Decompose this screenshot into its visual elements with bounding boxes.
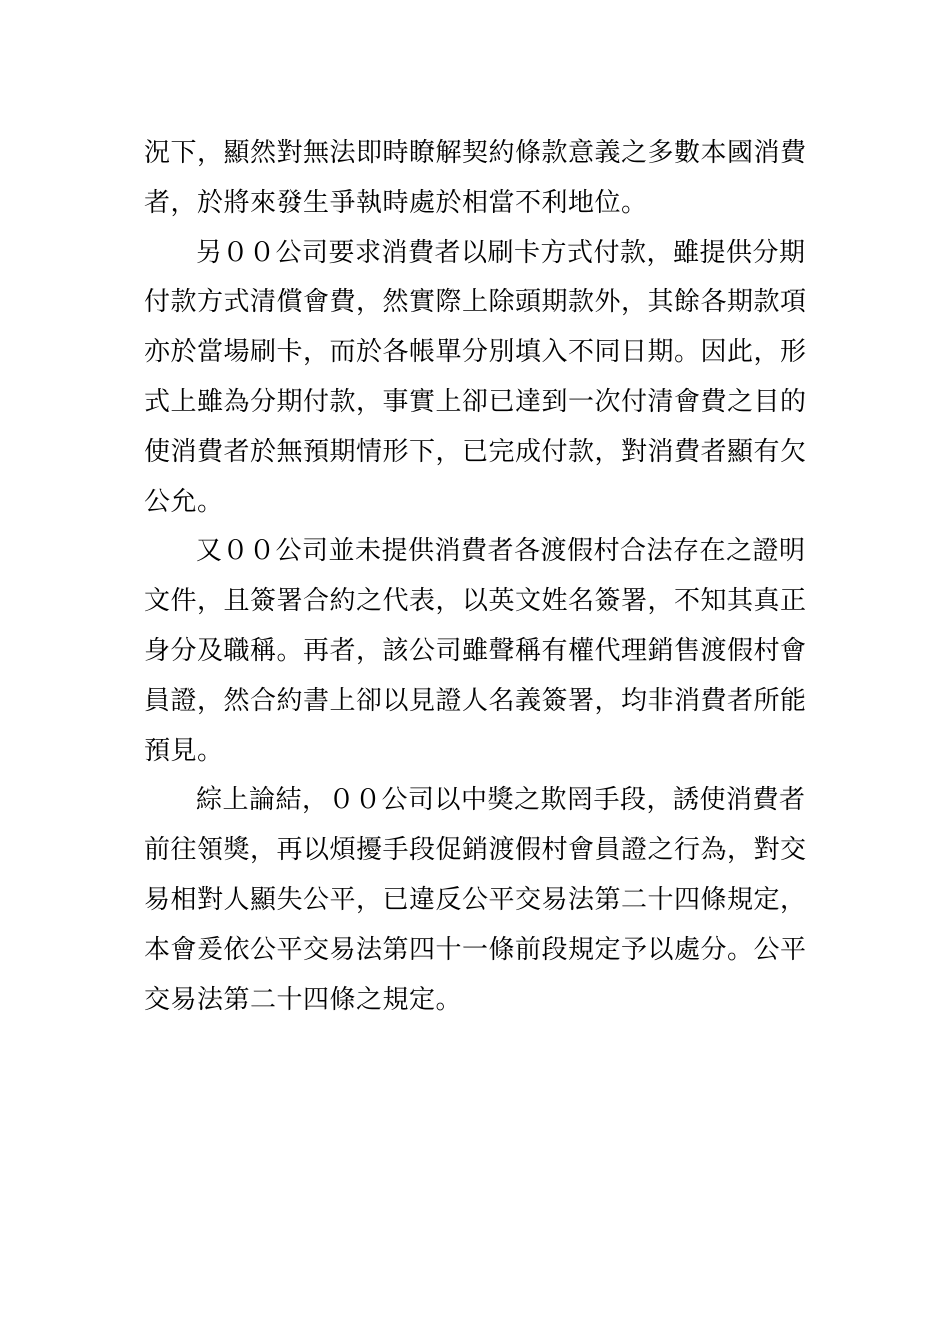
text-line: 員證，然合約書上卻以見證人名義簽署，均非消費者所能 — [144, 685, 807, 716]
paragraph-1 — [144, 129, 816, 229]
text-line: 交易法第二十四條之規定。 — [144, 984, 463, 1015]
paragraph-4 — [144, 776, 816, 1025]
text-line: 況下，顯然對無法即時瞭解契約條款意義之多數本國消費 — [144, 138, 807, 168]
text-line: 式上雖為分期付款，事實上卻已達到一次付清會費之目的 — [144, 386, 807, 417]
paragraph-3 — [144, 527, 816, 776]
text-line: 本會爰依公平交易法第四十一條前段規定予以處分。公平 — [144, 934, 807, 965]
text-line: 者，於將來發生爭執時處於相當不利地位。 — [144, 187, 648, 218]
text-line: 付款方式清償會費，然實際上除頭期款外，其餘各期款項 — [144, 287, 807, 318]
text-line: 預見。 — [144, 735, 224, 766]
text-line: 又００公司並未提供消費者各渡假村合法存在之證明 — [196, 536, 806, 567]
text-line: 另００公司要求消費者以刷卡方式付款，雖提供分期 — [196, 237, 806, 268]
text-line: 公允。 — [144, 486, 224, 517]
document-body — [144, 129, 816, 1025]
text-line: 前往領獎，再以煩擾手段促銷渡假村會員證之行為，對交 — [144, 835, 807, 866]
text-line: 易相對人顯失公平，已違反公平交易法第二十四條規定， — [144, 884, 807, 915]
text-line: 身分及職稱。再者，該公司雖聲稱有權代理銷售渡假村會 — [144, 635, 807, 666]
text-line: 使消費者於無預期情形下，已完成付款，對消費者顯有欠 — [144, 436, 807, 467]
text-line: 文件，且簽署合約之代表，以英文姓名簽署，不知其真正 — [144, 586, 807, 617]
paragraph-2 — [144, 229, 816, 528]
text-line: 亦於當場刷卡，而於各帳單分別填入不同日期。因此，形 — [144, 337, 807, 368]
text-line: 綜上論結，００公司以中獎之欺罔手段，誘使消費者 — [196, 785, 806, 816]
